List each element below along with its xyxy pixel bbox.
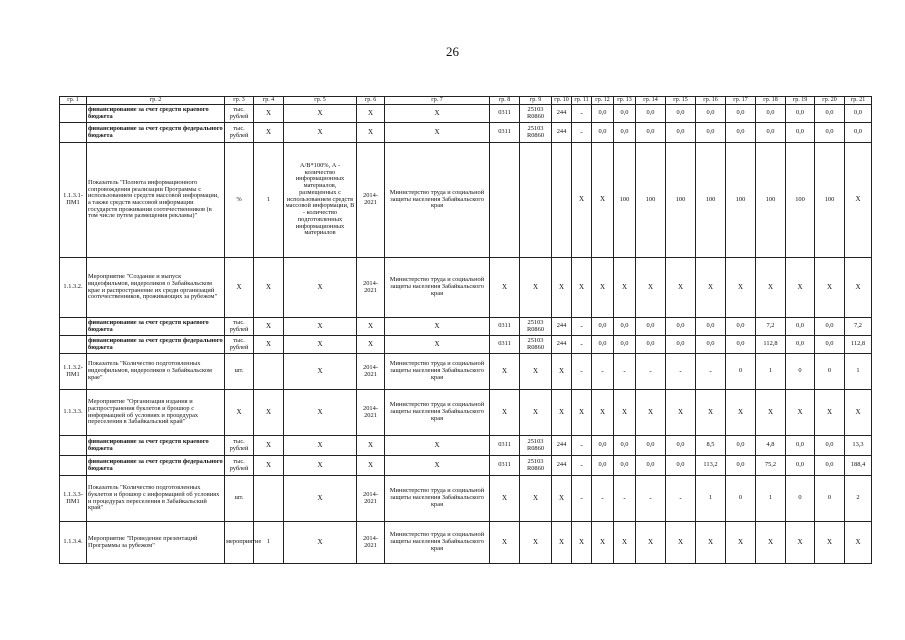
table-cell: X [572,143,592,258]
table-cell: X [666,258,696,318]
table-cell: X [490,354,520,390]
table-cell: А/В*100%, А - количество информационных материалов, размещенных с использованием средств массовой информации, В - количество подготовленных информационных материалов [284,143,357,258]
table-cell: X [572,390,592,436]
table-cell: X [520,476,552,522]
table-cell: 0,0 [592,456,614,476]
table-cell: - [572,105,592,123]
table-cell: 1 [254,522,284,564]
table-cell: X [357,123,385,143]
table-cell: 0311 [490,318,520,336]
table-cell: 113,2 [696,456,726,476]
table-row [60,336,872,354]
table-cell: 1 [756,354,786,390]
table-cell: 1 [696,476,726,522]
table-cell: 0,0 [614,105,636,123]
program-activities-table [59,96,872,564]
table-cell: X [385,318,490,336]
table-row [60,522,872,564]
table-cell: финансирование за счет средств федерального бюджета [87,336,225,354]
table-cell: 0,0 [696,318,726,336]
table-cell: 25103 R0860 [520,105,552,123]
table-cell: X [520,390,552,436]
table-cell: X [845,258,872,318]
table-cell: - [614,476,636,522]
table-cell: - [572,436,592,456]
table-cell: 0,0 [636,123,666,143]
table-cell [60,105,87,123]
table-cell: 0,0 [592,105,614,123]
column-header: гр. 7 [385,97,490,105]
table-cell [60,336,87,354]
table-cell: тыс. рублей [225,456,254,476]
table-cell: % [225,143,254,258]
table-cell: финансирование за счет средств федерального бюджета [87,456,225,476]
table-cell: X [385,105,490,123]
table-cell: 0,0 [726,123,756,143]
table-cell: - [572,354,592,390]
table-cell: 0,0 [786,436,815,456]
table-cell: X [552,354,572,390]
table-cell: 0,0 [815,436,845,456]
table-cell: тыс. рублей [225,318,254,336]
table-cell: X [614,522,636,564]
column-header: гр. 11 [572,97,592,105]
table-cell: X [636,390,666,436]
table-cell: 0,0 [786,336,815,354]
table-cell: Министерство труда и социальной защиты населения Забайкальского края [385,390,490,436]
table-cell: 0,0 [636,105,666,123]
table-cell: X [225,258,254,318]
table-cell: 100 [726,143,756,258]
table-cell: Министерство труда и социальной защиты населения Забайкальского края [385,143,490,258]
table-cell: 25103 R0860 [520,123,552,143]
table-cell: X [592,522,614,564]
column-header: гр. 9 [520,97,552,105]
table-cell: 0,0 [614,336,636,354]
table-cell: X [284,476,357,522]
table-cell: 2 [845,476,872,522]
table-cell: X [490,522,520,564]
table-cell: X [490,390,520,436]
table-cell: 0,0 [786,456,815,476]
column-header: гр. 8 [490,97,520,105]
table-cell: 0,0 [815,318,845,336]
table-cell: X [726,258,756,318]
table-cell: X [520,354,552,390]
table-cell: X [786,258,815,318]
table-cell: X [385,436,490,456]
table-cell: 0,0 [845,123,872,143]
table-cell: 0311 [490,436,520,456]
column-header: гр. 16 [696,97,726,105]
table-cell: X [254,258,284,318]
table-cell: 0,0 [636,436,666,456]
table-cell: 0,0 [786,123,815,143]
table-cell: 1.1.3.2. [60,258,87,318]
table-cell: Министерство труда и социальной защиты населения Забайкальского края [385,522,490,564]
table-cell: - [592,354,614,390]
table-cell: X [572,258,592,318]
table-cell: 100 [815,143,845,258]
table-cell: X [815,258,845,318]
table-cell: - [696,354,726,390]
table-cell: 244 [552,436,572,456]
column-header: гр. 13 [614,97,636,105]
table-cell: X [254,336,284,354]
column-header: гр. 14 [636,97,666,105]
table-cell: Мероприятие "Организация издания и распространения буклетов и брошюр с информацией об условиях и процедурах переселения в Забайкальский край" [87,390,225,436]
table-cell: 0,0 [614,456,636,476]
table-cell: Показатель "Количество подготовленных видеофильмов, видероликов о Забайкальском крае" [87,354,225,390]
table-cell: шт. [225,354,254,390]
table-cell: 1.1.3.3. [60,390,87,436]
table-cell: X [845,143,872,258]
table-cell: 2014-2021 [357,476,385,522]
table-cell: X [845,522,872,564]
table-cell: финансирование за счет средств краевого бюджета [87,436,225,456]
table-cell: - [666,476,696,522]
table-cell: 1.1.3.3-ПМ1 [60,476,87,522]
table-cell: X [592,258,614,318]
table-cell: 0,0 [726,456,756,476]
column-header: гр. 17 [726,97,756,105]
table-cell: Мероприятие "Создание и выпуск видеофильмов, видероликов о Забайкальском крае и распространение их среди организаций соотечественников, проживающих за рубежом" [87,258,225,318]
table-cell: X [385,456,490,476]
table-cell: X [385,336,490,354]
table-cell: 2014-2021 [357,390,385,436]
table-row [60,456,872,476]
table-cell: 188,4 [845,456,872,476]
table-cell: X [786,522,815,564]
table-cell: X [490,258,520,318]
table-cell: 0,0 [614,123,636,143]
table-cell: X [666,522,696,564]
table-cell: - [572,336,592,354]
table-cell: 8,5 [696,436,726,456]
table-cell: - [636,354,666,390]
table-cell: финансирование за счет средств краевого бюджета [87,318,225,336]
table-cell: X [254,318,284,336]
table-cell [60,436,87,456]
table-cell: 0,0 [726,436,756,456]
table-cell: X [726,390,756,436]
table-cell: X [756,390,786,436]
table-cell [254,354,284,390]
table-cell [254,476,284,522]
table-cell: X [254,456,284,476]
table-cell: - [572,456,592,476]
table-cell: 0,0 [726,318,756,336]
table-cell: 2014-2021 [357,143,385,258]
table-row [60,123,872,143]
table-cell: - [636,476,666,522]
table-cell: X [490,476,520,522]
table-cell: X [357,318,385,336]
table-cell: 100 [696,143,726,258]
column-header: гр. 21 [845,97,872,105]
table-cell: Мероприятие "Проведение презентаций Программы за рубежом" [87,522,225,564]
table-cell: тыс. рублей [225,123,254,143]
column-header: гр. 1 [60,97,87,105]
table-cell: 112,8 [845,336,872,354]
table-cell: 0,0 [815,123,845,143]
table-cell: X [284,318,357,336]
table-cell: 2014-2021 [357,258,385,318]
table-cell: X [284,354,357,390]
column-header: гр. 10 [552,97,572,105]
table-cell: 0,0 [696,336,726,354]
table-cell: X [756,522,786,564]
table-cell: X [254,436,284,456]
table-cell: X [284,258,357,318]
table-body [60,105,872,564]
table-cell: 0,0 [636,456,666,476]
table-row [60,436,872,456]
table-cell: X [815,390,845,436]
table-cell: Показатель "Количество подготовленных буклетов и брошюр с информацией об условиях и процедурах переселения в Забайкальский край" [87,476,225,522]
table-row [60,476,872,522]
table-header-row [60,97,872,105]
table-cell: X [284,436,357,456]
table-cell: 0,0 [786,105,815,123]
table-cell: X [284,336,357,354]
table-cell: Показатель "Полнота информационного сопровождения реализации Программы с использованием средств массовой информации, а также средств массовой информации государств проживания соотечественников (в том числе путем размещения рекламы)" [87,143,225,258]
table-cell: X [225,390,254,436]
table-cell: 25103 R0860 [520,336,552,354]
table-cell: X [284,522,357,564]
table-cell: 25103 R0860 [520,318,552,336]
table-cell: 0,0 [726,336,756,354]
table-cell: X [357,456,385,476]
table-cell: 1.1.3.4. [60,522,87,564]
table-cell: Министерство труда и социальной защиты населения Забайкальского края [385,476,490,522]
table-cell [552,143,572,258]
table-row [60,390,872,436]
page-number: 26 [446,44,459,59]
table-cell: 0311 [490,336,520,354]
table-cell: 7,2 [756,318,786,336]
table-cell: X [726,522,756,564]
table-cell: 1 [254,143,284,258]
table-cell: X [284,390,357,436]
table-cell: X [520,258,552,318]
table-row [60,143,872,258]
table-cell: X [552,522,572,564]
table-cell: X [696,390,726,436]
table-cell: - [572,123,592,143]
table-cell: 112,8 [756,336,786,354]
table-cell: X [284,123,357,143]
table-cell: X [786,390,815,436]
table-cell: 7,2 [845,318,872,336]
table-cell: 0,0 [726,105,756,123]
table-cell: X [696,258,726,318]
table-cell: X [696,522,726,564]
table-cell: 0,0 [696,123,726,143]
table-cell: тыс. рублей [225,105,254,123]
table-cell: 0,0 [636,318,666,336]
column-header: гр. 4 [254,97,284,105]
column-header: гр. 3 [225,97,254,105]
table-cell: - [614,354,636,390]
table-cell: - [592,476,614,522]
table-cell: X [614,258,636,318]
table-cell: - [666,354,696,390]
table-cell: X [636,258,666,318]
table-cell: X [552,476,572,522]
table-cell: 0,0 [815,336,845,354]
table-cell: 0,0 [592,336,614,354]
column-header: гр. 2 [87,97,225,105]
table-cell: 0,0 [756,123,786,143]
table-cell: 25103 R0860 [520,436,552,456]
table-cell: финансирование за счет средств краевого бюджета [87,105,225,123]
table-cell: 0,0 [666,318,696,336]
table-cell: - [572,476,592,522]
table-cell: 100 [666,143,696,258]
table-cell: 1 [756,476,786,522]
table-cell: X [385,123,490,143]
table-cell: 0,0 [666,123,696,143]
table-cell: 0311 [490,123,520,143]
table-cell: X [666,390,696,436]
table-cell: Министерство труда и социальной защиты населения Забайкальского края [385,258,490,318]
table-cell: X [592,143,614,258]
table-cell: X [284,456,357,476]
table-cell [60,123,87,143]
column-header: гр. 15 [666,97,696,105]
table-cell: 13,3 [845,436,872,456]
table-cell: - [572,318,592,336]
table-row [60,354,872,390]
table-cell: 0,0 [666,336,696,354]
table-cell: 244 [552,105,572,123]
table-cell [520,143,552,258]
table-cell: финансирование за счет средств федерального бюджета [87,123,225,143]
table-cell: шт. [225,476,254,522]
table-cell: 0,0 [592,123,614,143]
table-cell: 75,2 [756,456,786,476]
column-header: гр. 6 [357,97,385,105]
table-cell: X [552,390,572,436]
table-cell: 0,0 [666,436,696,456]
table-cell: X [254,390,284,436]
table-cell: 1 [845,354,872,390]
table-cell: X [845,390,872,436]
table-cell: X [756,258,786,318]
table-cell [490,143,520,258]
table-cell: 0,0 [666,456,696,476]
table-cell: X [552,258,572,318]
table-cell: 100 [614,143,636,258]
table-cell: 2014-2021 [357,354,385,390]
column-header: гр. 20 [815,97,845,105]
table-cell: 244 [552,336,572,354]
table-cell: X [254,123,284,143]
table-cell: X [357,436,385,456]
column-header: гр. 5 [284,97,357,105]
table-cell: тыс. рублей [225,336,254,354]
table-cell: 0,0 [636,336,666,354]
table-cell: 25103 R0860 [520,456,552,476]
table-cell: 100 [786,143,815,258]
table-cell: 2014-2021 [357,522,385,564]
table-cell: 4,8 [756,436,786,456]
table-cell: 1.1.3.1-ПМ1 [60,143,87,258]
table-cell: X [636,522,666,564]
table-cell [60,318,87,336]
column-header: гр. 12 [592,97,614,105]
table-cell: 0,0 [696,105,726,123]
table-cell: 0 [726,476,756,522]
table-row [60,318,872,336]
table-cell: X [357,105,385,123]
table-cell: 0,0 [614,318,636,336]
table-cell: 0,0 [756,105,786,123]
table-cell: X [357,336,385,354]
table-cell: 0,0 [592,318,614,336]
table-cell: 0311 [490,105,520,123]
table-cell: 244 [552,456,572,476]
table-cell: 0311 [490,456,520,476]
table-cell: 0,0 [815,456,845,476]
table-cell: X [614,390,636,436]
table-cell: 0 [726,354,756,390]
table-cell: X [592,390,614,436]
table-cell: 0 [786,476,815,522]
table-cell: 0,0 [845,105,872,123]
table-cell: мероприятие [225,522,254,564]
table-cell: тыс. рублей [225,436,254,456]
table-row [60,258,872,318]
table-cell: 0,0 [592,436,614,456]
table-cell: X [284,105,357,123]
table-cell: X [254,105,284,123]
table-cell: 1.1.3.2-ПМ1 [60,354,87,390]
table-cell: 244 [552,123,572,143]
table-cell: 244 [552,318,572,336]
table-cell: 0,0 [614,436,636,456]
table-row [60,105,872,123]
table-cell: 100 [756,143,786,258]
table-cell: 0,0 [815,105,845,123]
column-header: гр. 18 [756,97,786,105]
table-cell: 0,0 [666,105,696,123]
column-header: гр. 19 [786,97,815,105]
table-cell: X [520,522,552,564]
table-cell: X [572,522,592,564]
table-cell [60,456,87,476]
table-cell: X [815,522,845,564]
table-cell: 0,0 [786,318,815,336]
table-cell: 0 [815,476,845,522]
table-cell: 0 [815,354,845,390]
table-cell: 100 [636,143,666,258]
table-cell: 0 [786,354,815,390]
table-cell: Министерство труда и социальной защиты населения Забайкальского края [385,354,490,390]
